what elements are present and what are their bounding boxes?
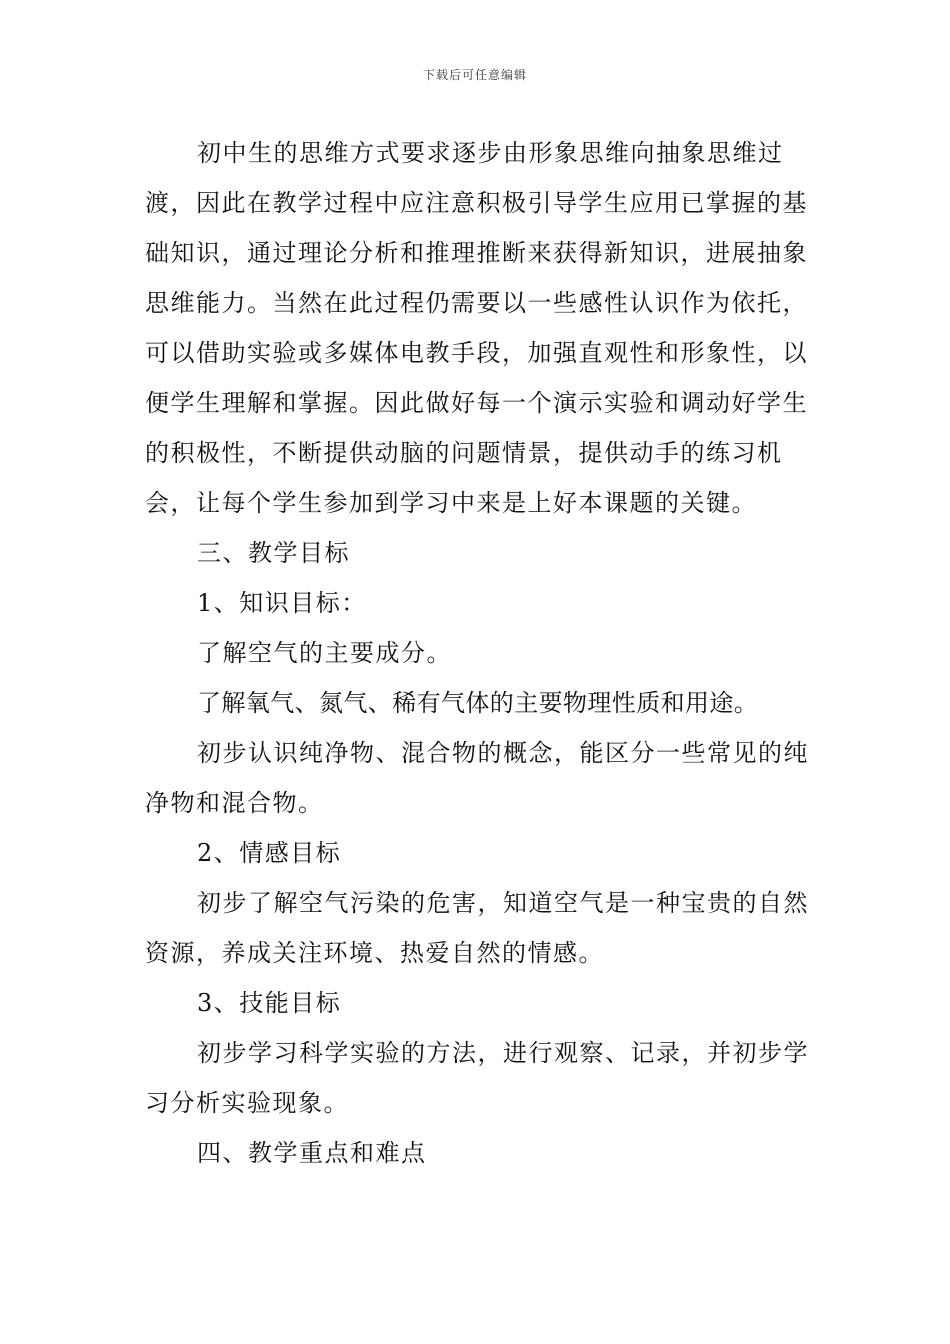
goal-heading-knowledge: 1、知识目标：: [197, 589, 367, 617]
knowledge-goal-item: 初步认识纯净物、混合物的概念，能区分一些常见的纯净物和混合物。: [145, 739, 809, 817]
emotion-goal-text: 初步了解空气污染的危害，知道空气是一种宝贵的自然资源，养成关注环境、热爱自然的情感。: [145, 889, 809, 967]
knowledge-goal-item: 了解氧气、氮气、稀有气体的主要物理性质和用途。: [197, 689, 759, 717]
section-heading-teaching-goals: 三、教学目标: [197, 539, 350, 567]
goal-heading-emotion: 2、情感目标: [197, 839, 342, 867]
skill-goal-text: 初步学习科学实验的方法，进行观察、记录，并初步学习分析实验现象。: [145, 1039, 809, 1117]
header-note: 下载后可任意编辑: [422, 68, 527, 82]
paragraph-learning-analysis: 初中生的思维方式要求逐步由形象思维向抽象思维过渡，因此在教学过程中应注意积极引导学生应用已掌握的基础知识，通过理论分析和推理推断来获得新知识，进展抽象思维能力。当然在此过程仍需要以一些感性认识作为依托，可以借助实验或多媒体电教手段，加强直观性和形象性，以便学生理解和掌握。因此做好每一个演示实验和调动好学生的积极性，不断提供动脑的问题情景，提供动手的练习机会，让每个学生参加到学习中来是上好本课题的关键。: [145, 139, 808, 517]
section-heading-key-points: 四、教学重点和难点: [197, 1139, 427, 1167]
goal-heading-skill: 3、技能目标: [197, 989, 342, 1017]
document-body: [145, 128, 810, 1178]
knowledge-goal-item: 了解空气的主要成分。: [197, 639, 452, 667]
